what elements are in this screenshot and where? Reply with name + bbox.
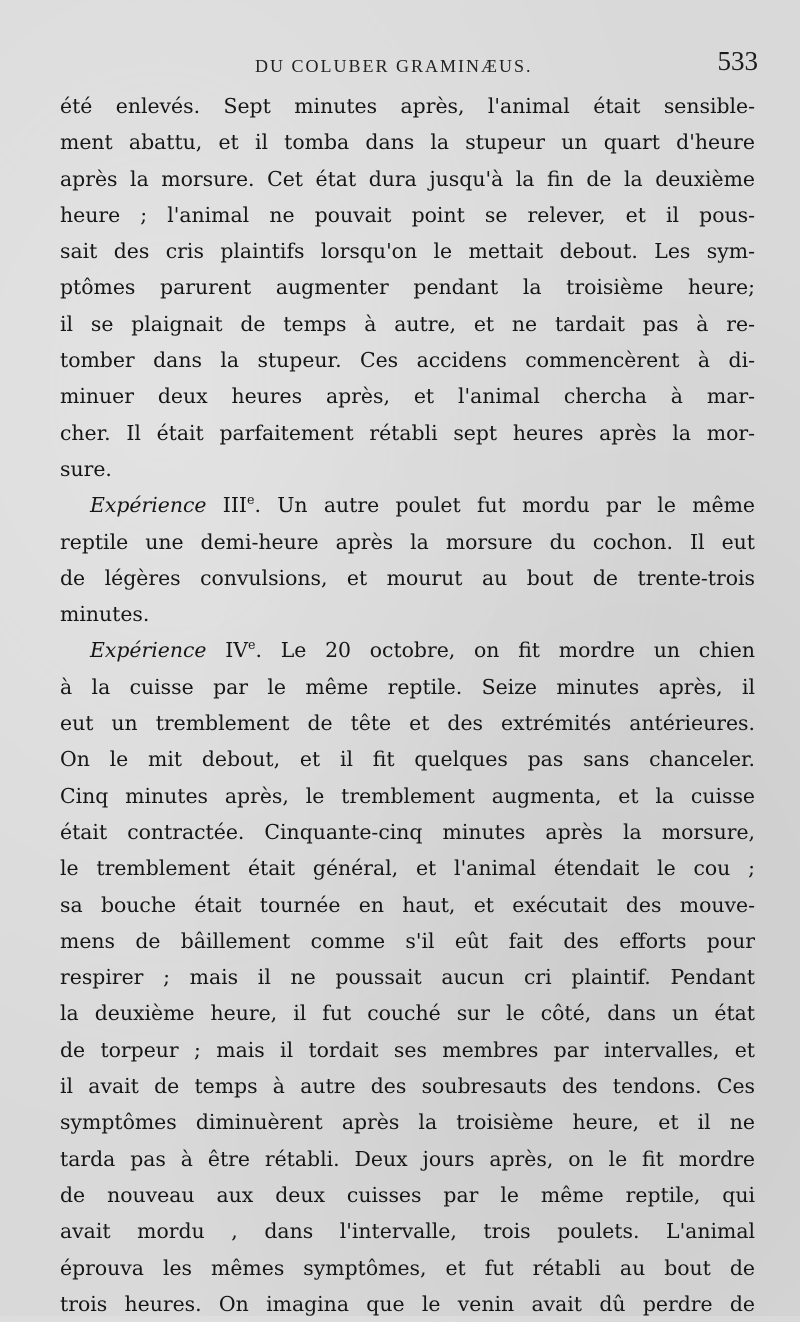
text-line: été enlevés. Sept minutes après, l'animal était sensible- [60,94,755,118]
text-line: mens de bâillement comme s'il eût fait des efforts pour [60,928,755,953]
page-number: 533 [717,46,758,76]
text-line: eut un tremblement de tête et des extrémités antérieures. [60,711,755,736]
text-line: de nouveau aux deux cuisses par le même reptile, qui [60,1182,755,1207]
experience-number: IV [225,638,248,663]
text-line: symptômes diminuèrent après la troisième heure, et il ne [60,1110,755,1135]
text-line: à la cuisse par le même reptile. Seize minutes après, il [60,674,755,699]
text-line: après la morsure. Cet état dura jusqu'à la fin de la deuxième [60,166,755,191]
text-line: sure. [60,456,112,481]
experience-heading-line [60,487,755,523]
text-line: il se plaignait de temps à autre, et ne tardait pas à re- [60,311,755,336]
text-line: ptômes parurent augmenter pendant la troisième heure; [60,275,755,300]
running-header [60,44,760,90]
text-line: la deuxième heure, il fut couché sur le côté, dans un état [60,1001,755,1026]
text-line: respirer ; mais il ne poussait aucun cri plaintif. Pendant [60,965,755,990]
text-line: tarda pas à être rétabli. Deux jours après, on le fit mordre [60,1146,755,1171]
text-line: minutes. [60,602,150,627]
experience-label: Expérience [90,638,207,663]
experience-label: Expérience [90,493,207,518]
text-line: minuer deux heures après, et l'animal chercha à mar- [60,384,755,409]
experience-number: III [222,493,247,518]
text-line: tomber dans la stupeur. Ces accidens commencèrent à di- [60,348,755,373]
experience-heading-line [60,632,755,668]
text-line: le tremblement était général, et l'animal étendait le cou ; [60,856,755,881]
experience-text: . Le 20 octobre, on fit mordre un chien [255,638,755,663]
text-line: de légères convulsions, et mourut au bout de trente-trois [60,565,755,590]
text-line: sa bouche était tournée en haut, et exécutait des mouve- [60,892,755,917]
text-line: On le mit debout, et il fit quelques pas sans chanceler. [60,747,755,772]
text-line: reptile une demi-heure après la morsure du cochon. Il eut [60,529,755,554]
ordinal-superscript: e [246,492,255,508]
text-line: ment abattu, et il tomba dans la stupeur un quart d'heure [60,130,755,155]
ordinal-superscript: e [248,637,256,653]
text-line: trois heures. On imagina que le venin avait dû perdre de [60,1291,755,1316]
body-text [60,88,755,1322]
text-line: éprouva les mêmes symptômes, et fut rétabli au bout de [60,1255,755,1280]
text-line: était contractée. Cinquante-cinq minutes après la morsure, [60,819,755,844]
experience-text: . Un autre poulet fut mordu par le même [254,493,755,518]
text-line: il avait de temps à autre des soubresauts des tendons. Ces [60,1074,755,1099]
text-line: cher. Il était parfaitement rétabli sept heures après la mor- [60,420,755,445]
text-line: sait des cris plaintifs lorsqu'on le mettait debout. Les sym- [60,239,755,264]
text-line: de torpeur ; mais il tordait ses membres par intervalles, et [60,1037,755,1062]
text-line: Cinq minutes après, le tremblement augmenta, et la cuisse [60,783,755,808]
text-line: avait mordu , dans l'intervalle, trois poulets. L'animal [60,1219,755,1244]
running-title: DU COLUBER GRAMINÆUS. [255,56,533,76]
text-line: heure ; l'animal ne pouvait point se relever, et il pous- [60,202,755,227]
